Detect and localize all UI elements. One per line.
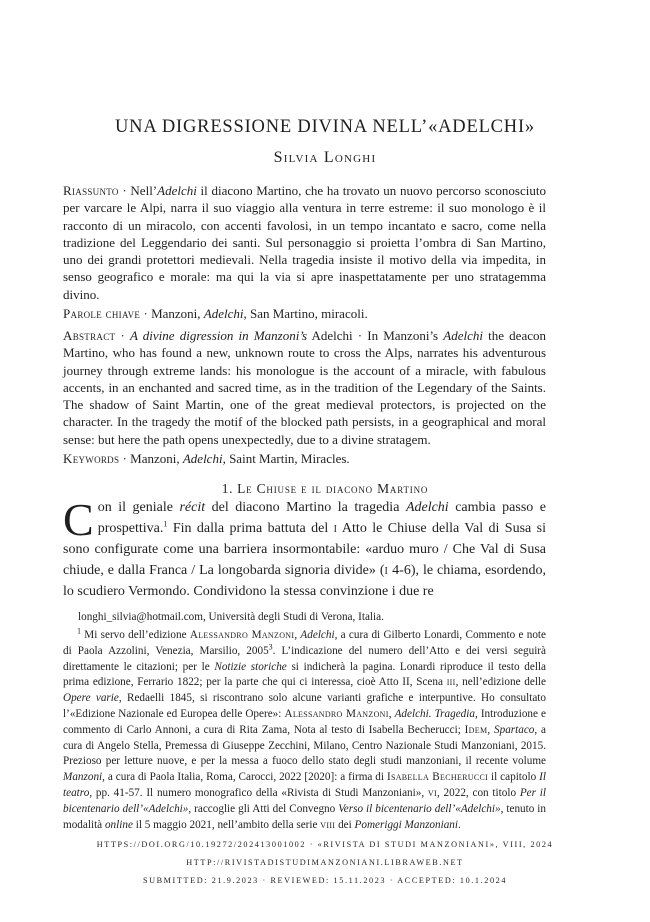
parole-chiave-label: Parole chiave	[63, 306, 141, 321]
parole-chiave-line: Parole chiave · Manzoni, Adelchi, San Martino, miracoli.	[63, 306, 368, 321]
journal-url: HTTP://RIVISTADISTUDIMANZONIANI.LIBRAWEB.NET	[186, 858, 464, 867]
section-title: Le Chiuse e il diacono Martino	[237, 481, 429, 496]
section-heading	[0, 481, 650, 497]
drop-cap: C	[63, 494, 94, 545]
footnote-1: $^1$ Mi servo dell’edizione Alessandro Manzoni, Adelchi, a cura di Gilberto Lonardi, Commento e note di Paola Azzolini, Venezia, Marsilio, 2005$^3$. L’indicazione del numero dell’Atto e dei versi seguirà direttamente le citazioni; per le Notizie storiche si indicherà la pagina. Lonardi riproduce il testo della prima edizione, Ferrario 1822; per la parte che qui ci interessa, cioè Atto II, Scena iii, nell’edizione delle Opere varie, Redaelli 1845, si riscontrano solo alcune varianti grafiche e interpuntive. Ho consultato l’«Edizione Nazionale ed Europea delle Opere»: Alessandro Manzoni, Adelchi. Tragedia, Introduzione e commento di Carlo Annoni, a cura di Rita Zama, Nota al testo di Isabella Becherucci; Idem, Spartaco, a cura di Angelo Stella, Premessa di Giuseppe Zecchini, Milano, Centro Nazionale Studi Manzoniani, 2015. Prezioso per letture nuove, e per la messa a fuoco dello stato degli studi manzoniani, il recente volume Manzoni, a cura di Paola Italia, Roma, Carocci, 2022 [2020]: a firma di Isabella Becherucci il capitolo Il teatro, pp. 41-57. Il numero monografico della «Rivista di Studi Manzoniani», vi, 2022, con titolo Per il bicentenario dell’«Adelchi», raccoglie gli Atti del Convegno Verso il bicentenario dell’«Adelchi», tenuto in modalità online il 5 maggio 2021, nell’ambito della serie viii dei Pomeriggi Manzoniani.	[63, 626, 547, 831]
abstract-label: Abstract	[63, 328, 116, 343]
footnote-mark: 1	[77, 626, 81, 636]
submission-dates: SUBMITTED: 21.9.2023 · REVIEWED: 15.11.2023 · ACCEPTED: 10.1.2024	[142, 876, 508, 885]
keywords-line: Keywords · Manzoni, Adelchi, Saint Martin, Miracles.	[63, 451, 350, 466]
body-paragraph: Con il geniale récit del diacono Martino la tragedia Adelchi cambia passo e prospettiva.$^1$ Fin dalla prima battuta del i Atto le Chiuse della Val di Susa si sono configurate come una barriera insormontabile: «arduo muro / Che Val di Susa chiude, e dalla Franca / La longobarda signoria divide» (i 4-6), le chiama, esordendo, lo scudiero Vermondo. Condividono la stessa convinzione i due re	[63, 494, 547, 599]
doi-line: HTTPS://DOI.ORG/10.19272/202413001002 · «RIVISTA DI STUDI MANZONIANI», VIII, 2024	[96, 840, 554, 849]
section-number: 1.	[221, 481, 238, 496]
footnote-ref: 1	[163, 519, 168, 529]
article-title: UNA DIGRESSIONE DIVINA NELL’«ADELCHI»	[115, 117, 535, 137]
abstract-paragraph: Abstract · A divine digression in Manzoni’s Adelchi · In Manzoni’s Adelchi the deacon Martino, who has found a new, unknown route to cross the Alps, narrates his adventurous journey through extreme lands: his monologue is the account of a miracle, with fabulous accents, in an enchanted and sacred time, as in the tradition of the Legendary of the Saints. The shadow of Saint Martin, one of the great medieval protectors, is projected on the character. In the tragedy the motif of the blocked path persists, in a geographical and moral sense: but here the path opens unexpectedly, due to a divine stratagem.	[63, 328, 546, 447]
article-author: Silvia Longhi	[273, 149, 377, 166]
riassunto-paragraph: Riassunto · Nell’Adelchi il diacono Martino, che ha trovato un nuovo percorso sconosciuto per varcare le Alpi, narra il suo viaggio alla ventura in terre estreme: il suo monologo è il racconto di un miracolo, con accenti favolosi, in un tempo incantato e sacro, come nella tradizione del Leggendario dei santi. Sul personaggio si proietta l’ombra di San Martino, uno dei grandi protettori medievali. Nella tragedia insiste il motivo della via impedita, in senso geografico e morale: ma qui la via si apre inaspettatamente per uno stratagemma divino.	[63, 183, 546, 302]
riassunto-label: Riassunto	[63, 183, 119, 198]
keywords-label: Keywords	[63, 451, 120, 466]
author-email: longhi_silvia@hotmail.com, Università degli Studi di Verona, Italia.	[78, 611, 384, 623]
